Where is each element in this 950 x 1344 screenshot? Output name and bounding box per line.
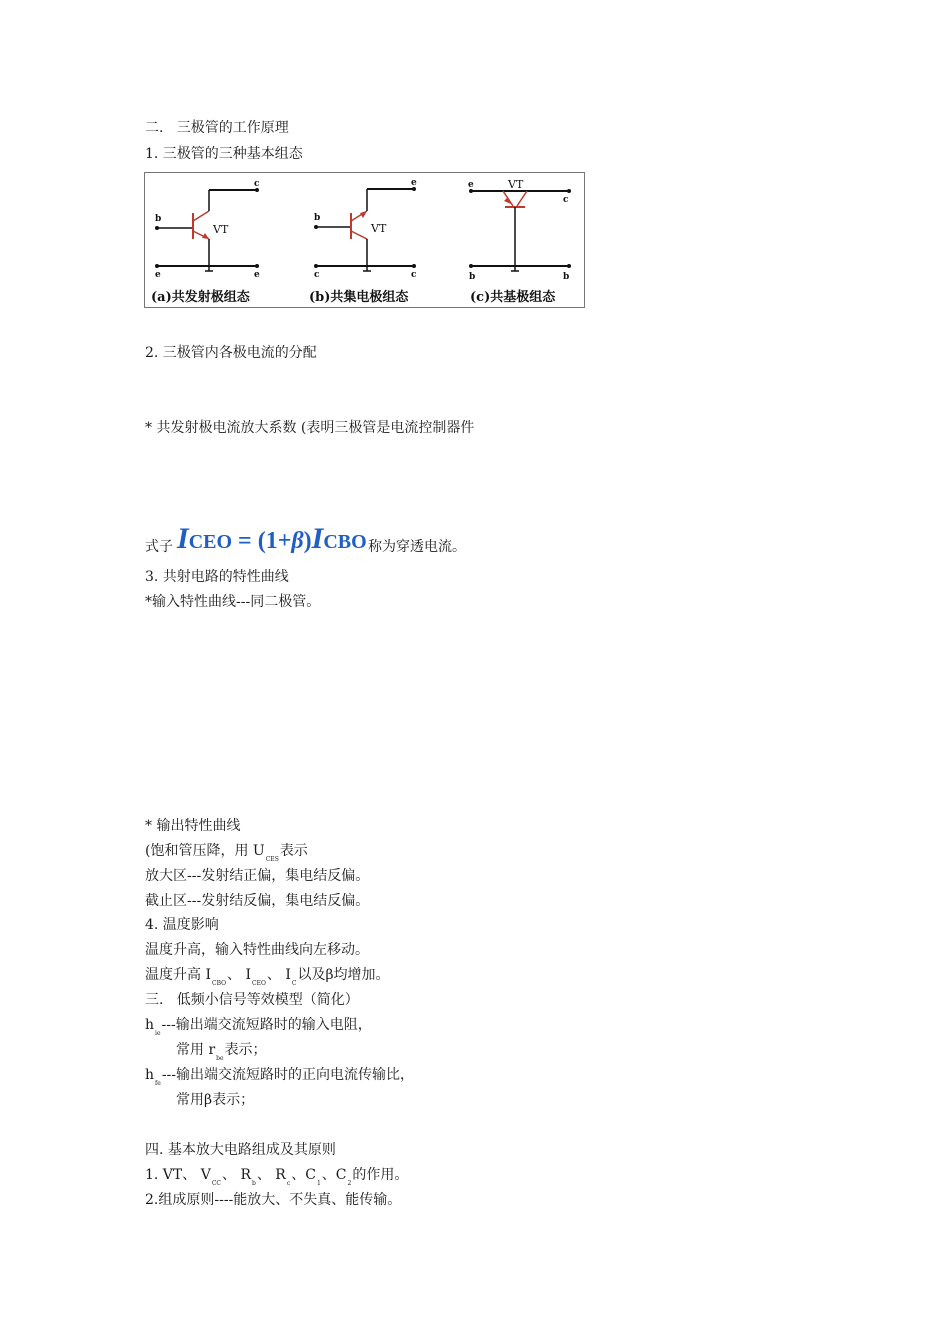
label-c-vt: VT [508, 178, 524, 191]
rbe-note: 常用 $r_{be}$表示； [176, 1042, 267, 1062]
cutoff-region: 截止区---发射结反偏，集电结反偏。 [145, 893, 370, 909]
caption-common-emitter: (a)共发射极组态 [151, 290, 250, 305]
formula-suffix: 称为穿透电流。 [368, 539, 466, 555]
label-a-e-right: e [254, 270, 260, 280]
amplification-region: 放大区---发射结正偏，集电结反偏。 [145, 868, 370, 884]
label-c-e: e [468, 180, 474, 190]
item-4-heading: 4. 温度影响 [145, 917, 219, 933]
common-emitter-diagram [155, 179, 260, 280]
formula-i: I [177, 522, 189, 555]
hie-definition: $h_{ie}---$输出端交流短路时的输入电阻， [145, 1017, 372, 1037]
input-curve-note: *输入特性曲线---同二极管。 [145, 594, 321, 610]
common-base-diagram [468, 178, 571, 282]
label-c-b-right: b [563, 272, 570, 282]
formula-close: ) [303, 528, 312, 554]
formula-beta: β [291, 528, 304, 554]
section-heading-3: 三. 低频小信号等效模型（简化） [145, 992, 359, 1008]
beta-representation: 常用β表示； [176, 1092, 255, 1108]
composition-principles: 2.组成原则----能放大、不失真、能传输。 [145, 1192, 402, 1208]
formula-cbo: CBO [323, 531, 367, 553]
formula-equals: = (1+ [232, 528, 292, 554]
label-a-vt: VT [213, 223, 229, 236]
item-1-heading: 1. 三极管的三种基本组态 [145, 146, 303, 162]
label-b-c-left: c [314, 270, 320, 280]
formula-ceo: CEO [188, 531, 233, 553]
label-b-c-right: c [411, 270, 417, 280]
label-c-c: c [563, 195, 569, 205]
configuration-diagram [145, 173, 584, 307]
section-heading-4: 四. 基本放大电路组成及其原则 [145, 1142, 336, 1158]
saturation-note: (饱和管压降，用 $U_{CES}$表示 [145, 843, 308, 863]
label-a-c: c [254, 179, 260, 189]
formula-i2: I [311, 522, 324, 555]
hfe-definition: $h_{fe}---$输出端交流短路时的正向电流传输比， [145, 1067, 415, 1087]
label-b-e: e [411, 178, 417, 188]
label-a-b: b [155, 214, 162, 224]
caption-common-collector: (b)共集电极组态 [309, 290, 409, 305]
beta-note: * 共发射极电流放大系数 (表明三极管是电流控制器件 [145, 420, 475, 436]
label-b-vt: VT [371, 222, 387, 235]
iceo-formula [177, 522, 367, 556]
transistor-configurations-figure [144, 172, 585, 308]
temperature-note-1: 温度升高，输入特性曲线向左移动。 [145, 942, 369, 958]
caption-common-base: (c)共基极组态 [470, 290, 556, 305]
section-heading-2: 二. 三极管的工作原理 [145, 120, 289, 136]
common-collector-diagram [314, 178, 417, 280]
formula-prefix: 式子 [145, 539, 173, 555]
item-2-heading: 2. 三极管内各极电流的分配 [145, 345, 317, 361]
output-curve-heading: * 输出特性曲线 [145, 818, 241, 834]
label-a-e-left: e [155, 270, 161, 280]
label-c-b-left: b [469, 272, 476, 282]
item-3-heading: 3. 共射电路的特性曲线 [145, 569, 289, 585]
label-b-b: b [314, 213, 321, 223]
components-role: 1. VT、 $V_{CC}$、 $R_b$、 $R_c$、$C_1$、$C_2$的作用。 [145, 1167, 409, 1187]
temperature-note-2: 温度升高 $I_{CBO}$、 $I_{CEO}$、 $I_C$以及β均增加。 [145, 967, 390, 987]
